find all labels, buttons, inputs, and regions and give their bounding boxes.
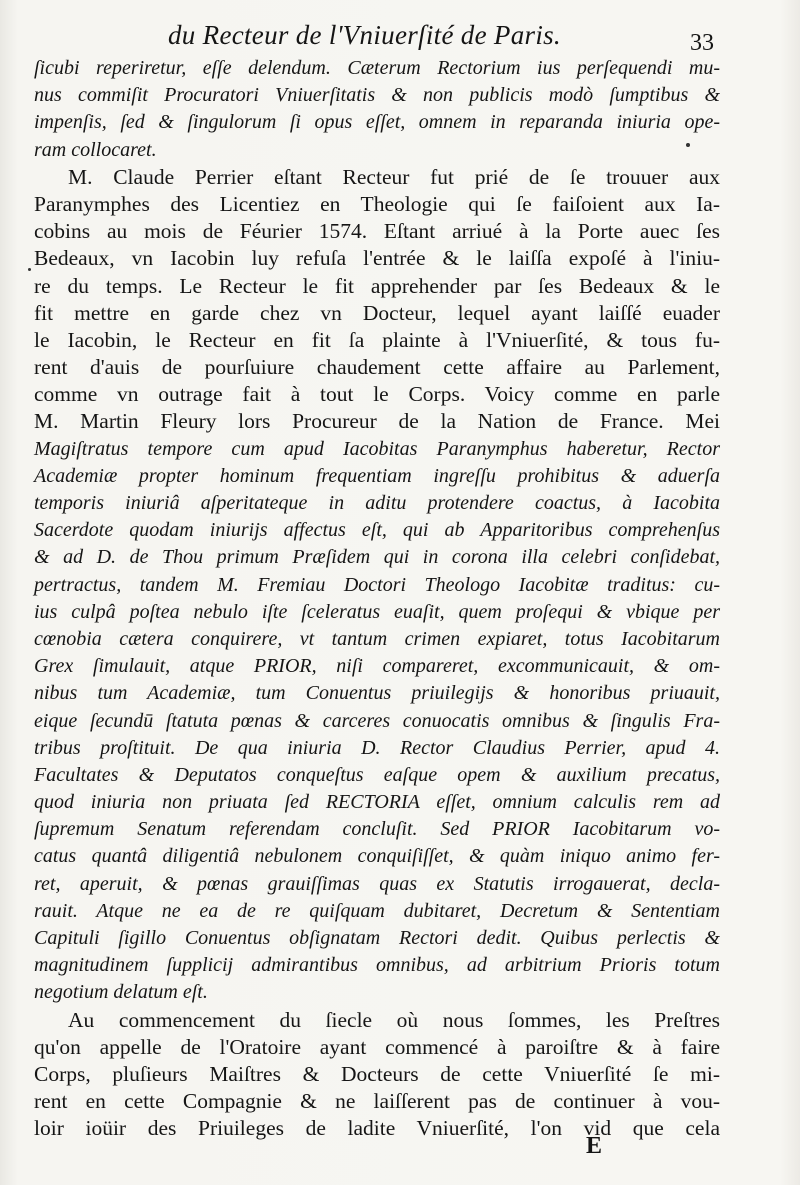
text-line: impenſis, ſed & ſingulorum ſi opus eſſet, omnem in reparanda iniuria ope-: [34, 111, 720, 134]
text-line: Academiæ propter hominum frequentiam ingreſſu prohibitus & aduerſa: [34, 464, 720, 487]
text-line: ſicubi reperiretur, eſſe delendum. Cæterum Rectorium ius perſequendi mu-: [34, 57, 720, 79]
text-line: tribus proſtituit. De qua iniuria D. Rector Claudius Perrier, apud 4.: [34, 736, 720, 759]
text-line: ram collocaret.: [34, 138, 157, 161]
text-line: catus quantâ diligentiâ nebulonem conquiſiſſet, & quàm iniquo animo fer-: [34, 845, 720, 868]
text-line: M. Claude Perrier eſtant Recteur fut prié de ſe trouuer aux: [68, 164, 720, 189]
text-line: ret, aperuit, & pœnas grauiſſimas quas ex Statutis irrogauerat, decla-: [34, 872, 720, 895]
text-line: M. Martin Fleury lors Procureur de la Nation de France. Mei: [34, 409, 720, 434]
text-line: nibus tum Academiæ, tum Conuentus priuilegijs & honoribus priuauit,: [34, 682, 720, 705]
text-line: temporis iniuriâ aſperitateque in aditu protendere coactus, à Iacobita: [34, 492, 720, 514]
text-line: Capituli ſigillo Conuentus obſignatam Rectori dedit. Quibus perlectis &: [34, 927, 720, 949]
text-line: ſupremum Senatum referendam concluſit. Sed PRIOR Iacobitarum vo-: [34, 818, 720, 841]
text-line: Au commencement du ſiecle où nous ſommes, les Preſtres: [68, 1007, 720, 1032]
page-number: 33: [690, 30, 714, 56]
text-line: Grex ſimulauit, atque PRIOR, niſi compareret, excommunicauit, & om-: [34, 655, 720, 678]
text-line: fit mettre en garde chez vn Docteur, lequel ayant laiſſé euader: [34, 300, 720, 325]
text-line: rauit. Atque ne ea de re quiſquam dubitaret, Decretum & Sententiam: [34, 899, 720, 922]
text-line: nus commiſit Procuratori Vniuerſitatis & non publicis modò ſumptibus &: [34, 84, 720, 107]
text-line: qu'on appelle de l'Oratoire ayant commencé à paroiſtre & à faire: [34, 1034, 720, 1059]
body-text: [34, 55, 720, 1143]
text-line: Paranymphes des Licentiez en Theologie qui ſe faiſoient aux Ia-: [34, 191, 720, 216]
text-line: magnitudinem ſupplicij admirantibus omnibus, ad arbitrium Prioris totum: [34, 954, 720, 977]
text-line: comme vn outrage fait à tout le Corps. Voicy comme en parle: [34, 382, 720, 407]
text-line: quod iniuria non priuata ſed RECTORIA eſſet, omnium calculis rem ad: [34, 791, 720, 814]
running-head: du Recteur de l'Vniuerſité de Paris.: [168, 20, 561, 50]
text-line: cobins au mois de Féurier 1574. Eſtant arriué à la Porte auec ſes: [34, 219, 720, 244]
text-line: & ad D. de Thou primum Præſidem qui in corona illa celebri conſidebat,: [34, 546, 720, 569]
signature-mark: E: [586, 1133, 603, 1159]
text-line: rent d'auis de pourſuiure chaudement cette affaire au Parlement,: [34, 355, 720, 380]
text-line: pertractus, tandem M. Fremiau Doctori Theologo Iacobitæ traditus: cu-: [34, 573, 720, 596]
text-line: Magiſtratus tempore cum apud Iacobitas Paranymphus haberetur, Rector: [34, 437, 720, 460]
text-line: loir ioüir des Priuileges de ladite Vniuerſité, l'on vid que cela: [34, 1116, 720, 1141]
text-line: rent en cette Compagnie & ne laiſſerent pas de continuer à vou-: [34, 1089, 720, 1114]
text-line: negotium delatum eſt.: [34, 981, 208, 1004]
text-line: Facultates & Deputatos conqueſtus eaſque opem & auxilium precatus,: [34, 763, 720, 786]
text-line: eique ſecundū ſtatuta pœnas & carceres conuocatis omnibus & ſingulis Fra-: [34, 709, 720, 732]
text-line: Sacerdote quodam iniurijs affectus eſt, qui ab Apparitoribus comprehenſus: [34, 519, 720, 542]
ink-speck: [28, 268, 31, 271]
text-line: re du temps. Le Recteur le fit apprehender par ſes Bedeaux & le: [34, 273, 720, 298]
text-line: le Iacobin, le Recteur en fit ſa plainte à l'Vniuerſité, & tous fu-: [34, 327, 720, 352]
text-line: cœnobia cætera conquirere, vt tantum crimen expiaret, totus Iacobitarum: [34, 627, 720, 650]
ink-speck: [686, 143, 690, 147]
text-line: Bedeaux, vn Iacobin luy refuſa l'entrée & le laiſſa expoſé à l'iniu-: [34, 246, 720, 271]
text-line: Corps, pluſieurs Maiſtres & Docteurs de cette Vniuerſité ſe mi-: [34, 1061, 720, 1086]
text-line: ius culpâ poſtea nebulo iſte ſceleratus euaſit, quem proſequi & vbique per: [34, 600, 720, 623]
